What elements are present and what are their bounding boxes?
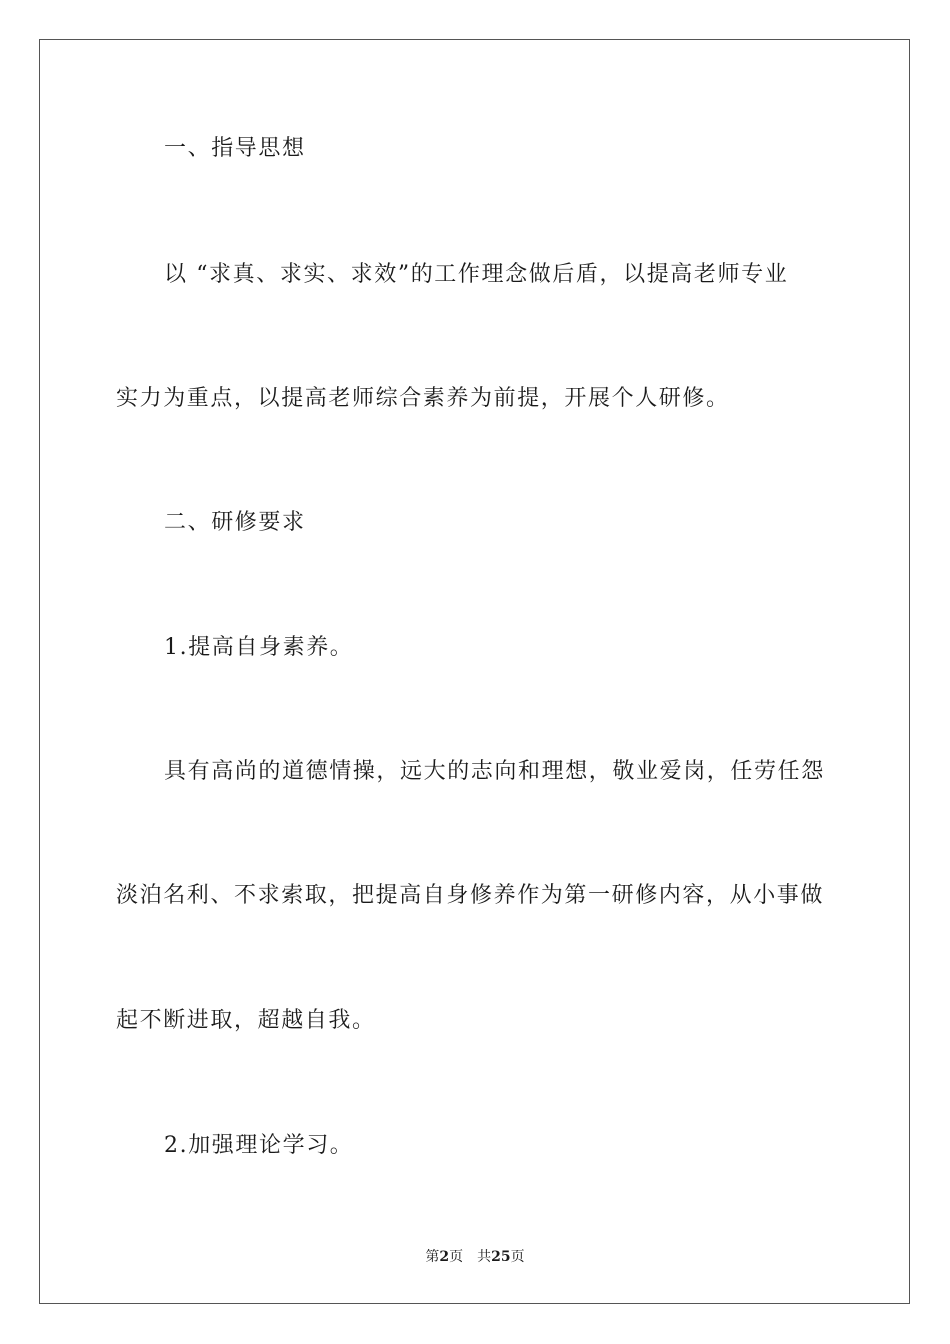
subheading-self-cultivation: 1.提高自身素养。 <box>164 635 354 660</box>
footer-page-prefix: 第 <box>425 1249 440 1265</box>
footer-total-pages: 25 <box>491 1249 511 1265</box>
footer-page-suffix: 页 <box>449 1249 464 1265</box>
subheading-theory-study: 2.加强理论学习。 <box>164 1133 354 1158</box>
paragraph-line: 淡泊名利、不求索取，把提高自身修养作为第一研修内容，从小事做 <box>116 883 825 908</box>
paragraph-line: 实力为重点，以提高老师综合素养为前提，开展个人研修。 <box>116 386 730 411</box>
section-heading-guiding-thought: 一、指导思想 <box>164 136 306 161</box>
footer-total-suffix: 页 <box>510 1249 525 1265</box>
page-border <box>39 39 910 1304</box>
section-heading-requirements: 二、研修要求 <box>164 510 306 535</box>
footer-page-number: 2 <box>439 1249 450 1265</box>
page-footer <box>0 1247 950 1267</box>
paragraph-line: 起不断进取，超越自我。 <box>116 1008 376 1033</box>
footer-total-prefix: 共 <box>477 1249 492 1265</box>
paragraph-line: 具有高尚的道德情操，远大的志向和理想，敬业爱岗，任劳任怨 <box>164 759 825 784</box>
paragraph-line: 以 “求真、求实、求效”的工作理念做后盾，以提高老师专业 <box>164 262 789 287</box>
